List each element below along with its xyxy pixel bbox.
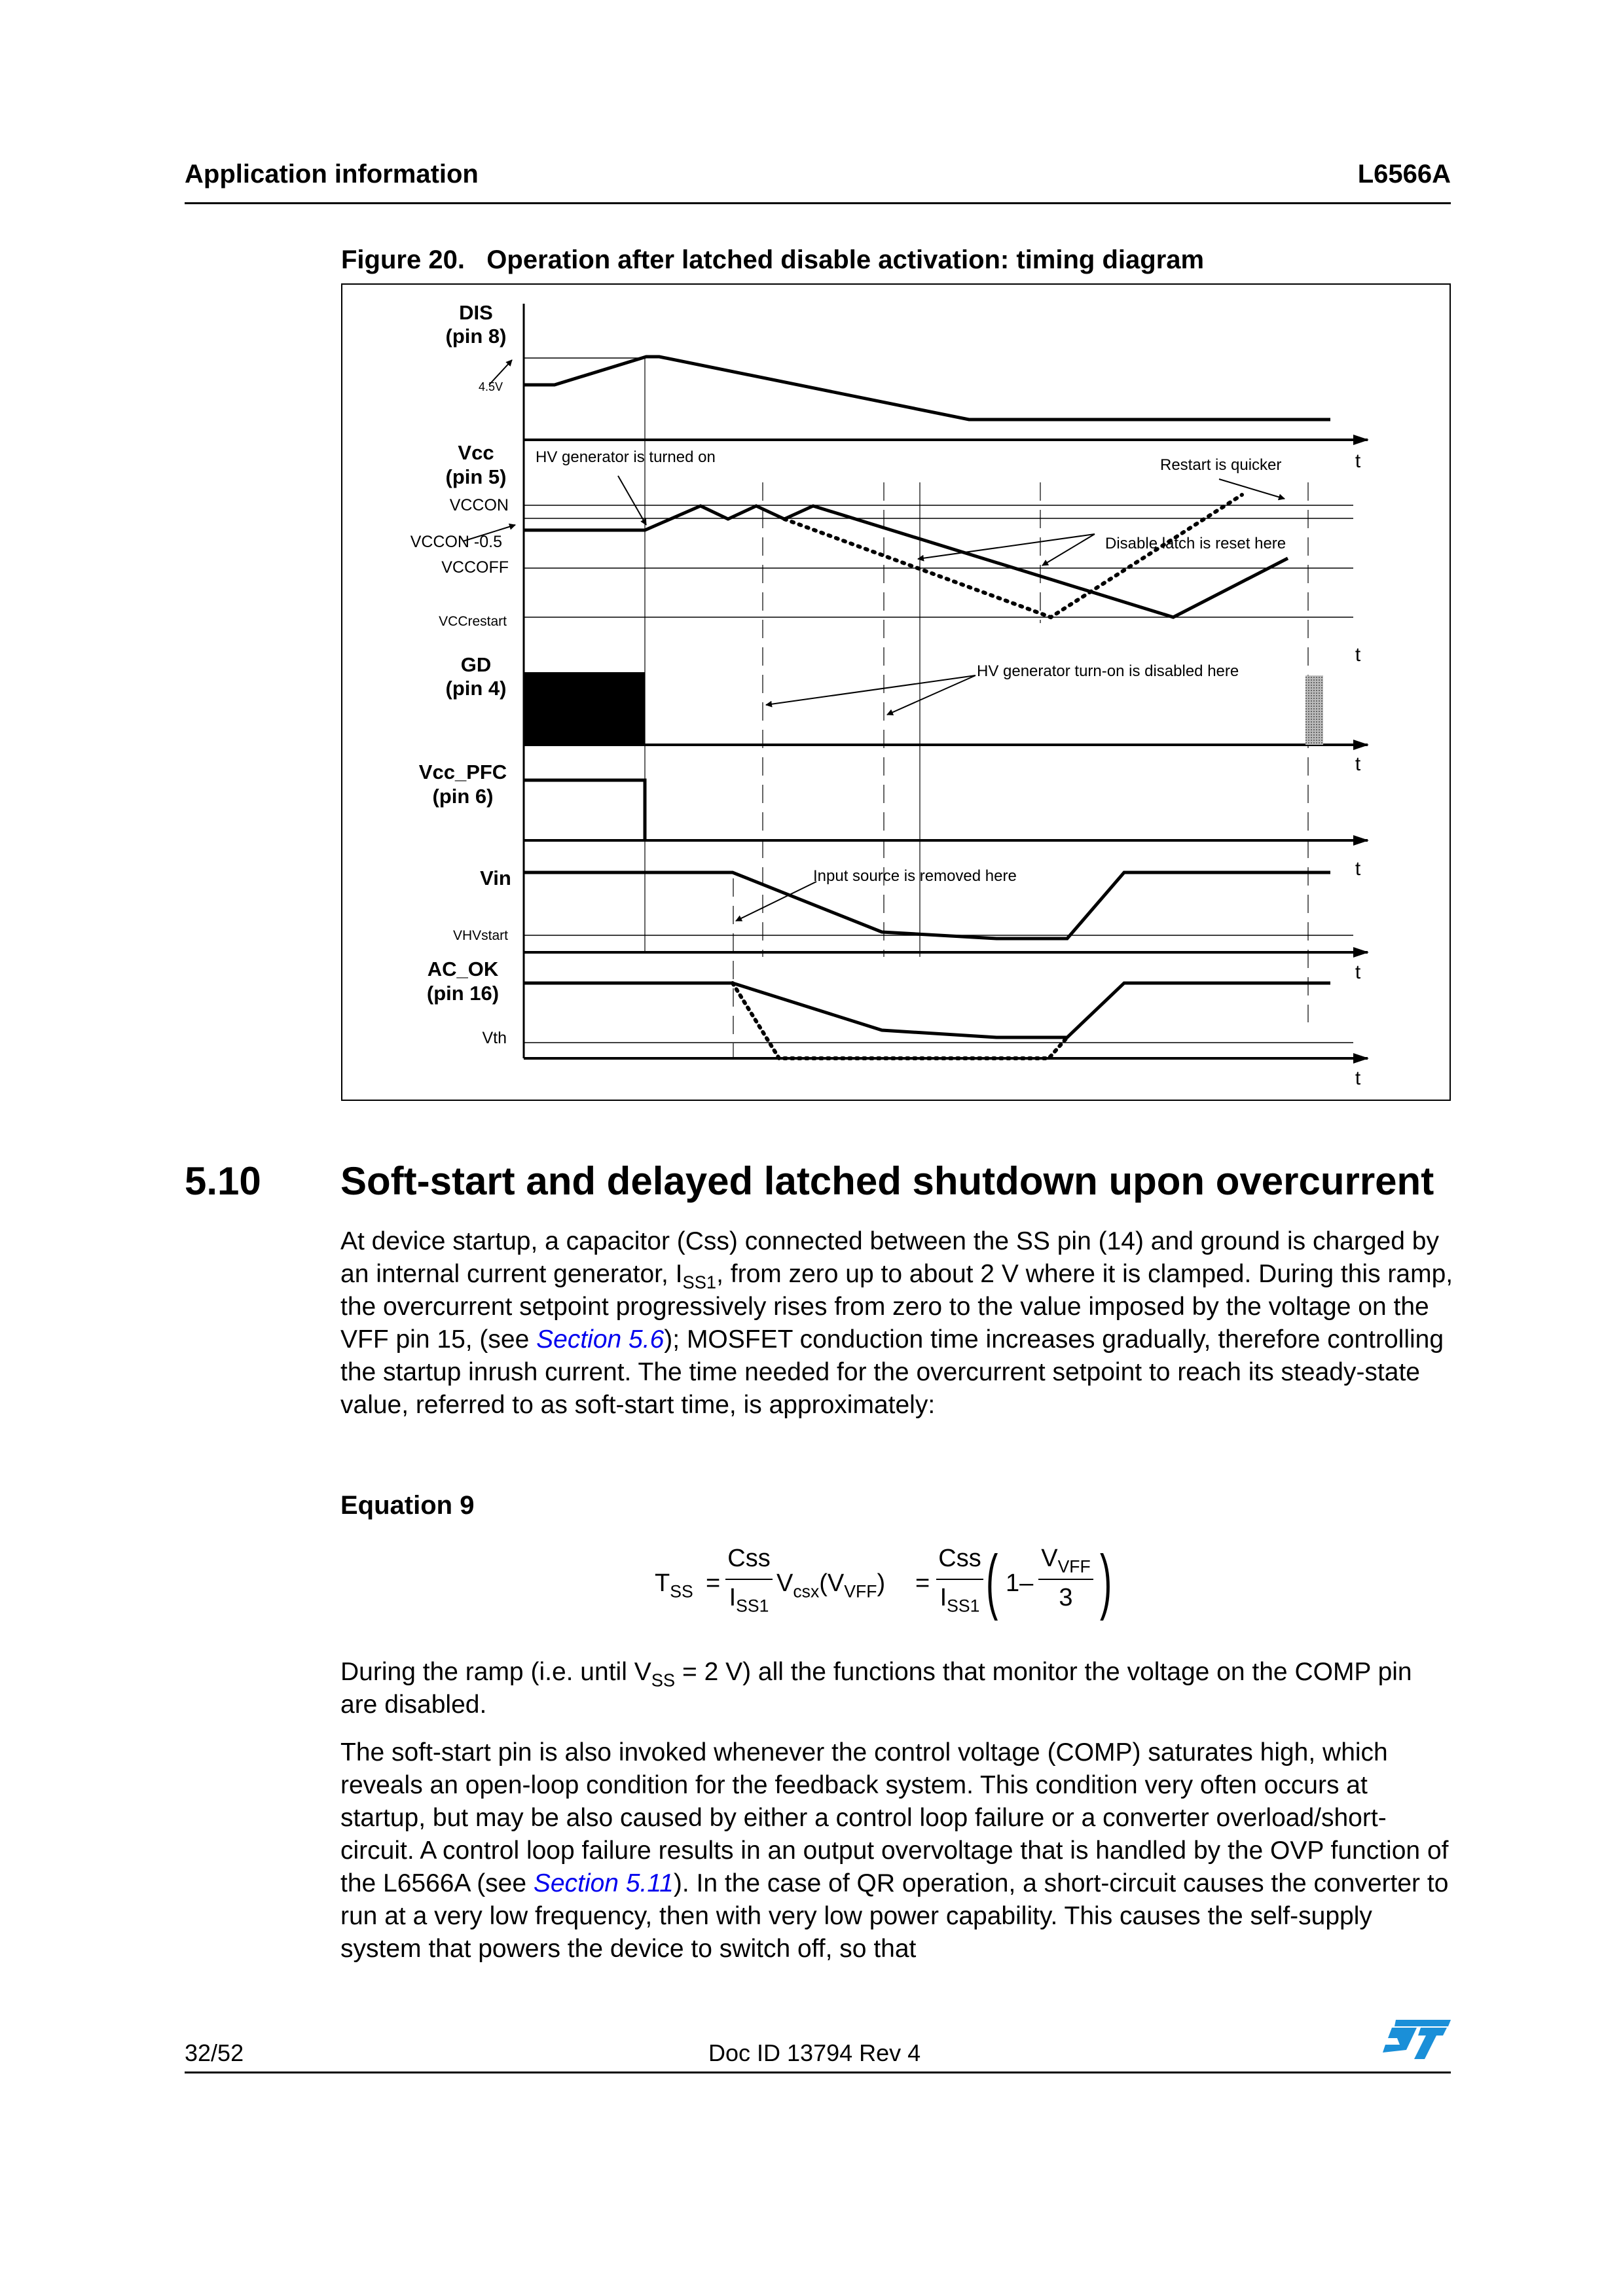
arrow-latch-reset-2 [1042, 534, 1095, 565]
vcc-pin-label: (pin 5) [445, 465, 507, 488]
eq-vcsx-sub: csx [793, 1581, 820, 1602]
annotation-restart-quicker: Restart is quicker [1160, 456, 1282, 474]
figure-caption: Figure 20. Operation after latched disable activation: timing diagram [341, 245, 1205, 274]
dis-label: DIS [459, 301, 493, 324]
vin-label: Vin [480, 867, 511, 889]
vhvstart-label: VHVstart [452, 928, 508, 943]
header-rule [185, 202, 1451, 204]
timing-diagram [341, 283, 1451, 1101]
link-section-5-11[interactable]: Section 5.11 [533, 1869, 674, 1897]
running-header-part: L6566A [1357, 160, 1451, 188]
vcc-pfc-pin-label: (pin 6) [432, 785, 494, 808]
annotation-latch-reset: Disable latch is reset here [1105, 535, 1286, 552]
eq-lhs: T [655, 1570, 670, 1597]
acok-pin-label: (pin 16) [426, 982, 500, 1005]
acok-waveform-fast [733, 983, 1067, 1058]
st-logo-icon [1383, 2018, 1451, 2060]
eq-frac1-num: Css [727, 1545, 771, 1572]
vcc-label: Vcc [458, 441, 494, 464]
gd-restart-block [1305, 675, 1323, 745]
annotation-hv-disabled: HV generator turn-on is disabled here [977, 662, 1239, 680]
eq-arg-sub: VFF [844, 1581, 877, 1602]
paragraph-1 [340, 1225, 1453, 1422]
vcc-pfc-label: Vcc_PFC [418, 761, 507, 783]
acok-waveform [524, 983, 1330, 1037]
acok-label: AC_OK [427, 958, 499, 980]
vcc-waveform-quick-restart [784, 495, 1242, 617]
footer-rule [185, 2072, 1451, 2073]
t-label-acok: t [1355, 1067, 1361, 1089]
st-logo-svg [1383, 2018, 1451, 2060]
vcc-pfc-waveform [524, 780, 645, 840]
vccon-label: VCCON [449, 496, 509, 514]
vccoff-label: VCCOFF [441, 558, 509, 577]
eq-frac1-den-sub: SS1 [736, 1596, 769, 1616]
eq-lhs-sub: SS [670, 1581, 693, 1602]
annotation-hv-on: HV generator is turned on [536, 448, 716, 466]
eq-inner-num: V [1041, 1545, 1058, 1572]
gd-switching-block [524, 672, 645, 745]
eq-inner-num-sub: VFF [1057, 1556, 1091, 1577]
eq-arg-close: ) [877, 1570, 886, 1597]
vth-label: Vth [482, 1029, 507, 1047]
t-label-vccpfc: t [1355, 858, 1361, 880]
t-label-gd: t [1355, 753, 1361, 775]
time-axes [524, 440, 1368, 1058]
equation-9: $T_{SS}$ = Css $I_{SS1}$ $V_{csx}(V_{VFF})$ = Css $I_{SS1}$ ( 1– $V_{VFF}$ 3 ) [655, 1541, 1112, 1621]
para1-text-c: ); MOSFET conduction time increases gradually, therefore controlling the startup inrush current. The time needed for the overcurrent setpoint to reach its steady-state value, referred to as soft-start time, is approximately: [340, 1325, 1444, 1419]
equation-label: Equation 9 [340, 1491, 475, 1520]
paragraph-2 [340, 1656, 1453, 1721]
arrow-hv-on [618, 476, 646, 525]
eq-arg: (V [819, 1570, 845, 1597]
annotation-input-removed: Input source is removed here [813, 867, 1017, 885]
section-number: 5.10 [185, 1159, 261, 1203]
para1-text-a: At device startup, a capacitor (Css) connected between the SS pin (14) and ground is charged by an internal current generator, I [340, 1227, 1439, 1288]
t-label-vin: t [1355, 961, 1361, 983]
eq-frac2-den-sub: SS1 [947, 1596, 980, 1616]
vccrestart-label: VCCrestart [439, 614, 507, 629]
vccon-minus-label: VCCON -0.5 [410, 533, 502, 551]
paragraph-3 [340, 1736, 1453, 1965]
gd-label: GD [460, 653, 492, 676]
eq-inner-den: 3 [1059, 1584, 1073, 1611]
para2-sub: SS [651, 1670, 676, 1691]
arrow-hv-disabled-1 [766, 675, 976, 705]
dis-level-label: 4.5V [478, 380, 503, 393]
para2-text-a: During the ramp (i.e. until V [340, 1658, 651, 1686]
para3-text-a: The soft-start pin is also invoked whenever the control voltage (COMP) saturates high, which reveals an open-loop condition for the feedback system. This condition very often occurs at startup, but may be also caused by either a control loop failure or a converter overload/short-circuit. A control loop failure results in an output overvoltage that is handled by the OVP function of the L6566A (see [340, 1738, 1449, 1897]
doc-id: Doc ID 13794 Rev 4 [708, 2039, 921, 2066]
eq-frac1-den: I [729, 1584, 737, 1611]
page-number: 32/52 [185, 2039, 244, 2066]
para2-text-b: = 2 V) all the functions that monitor the voltage on the COMP pin are disabled. [340, 1658, 1412, 1719]
section-title: Soft-start and delayed latched shutdown upon overcurrent [340, 1159, 1434, 1203]
para1-text-b: , from zero up to about 2 V where it is clamped. During this ramp, the overcurrent setpoint progressively rises from zero to the value imposed by the voltage on the VFF pin 15, (see [340, 1260, 1453, 1354]
gd-pin-label: (pin 4) [445, 677, 507, 700]
dis-pin-label: (pin 8) [445, 325, 507, 348]
t-label-dis: t [1355, 450, 1361, 472]
eq-frac2-num: Css [938, 1545, 981, 1572]
para1-sub: SS1 [682, 1272, 717, 1293]
vcc-waveform [524, 506, 1288, 617]
eq-frac2-den: I [939, 1584, 947, 1611]
para3-text-b: ). In the case of QR operation, a short-circuit causes the converter to run at a very low frequency, then with very low power capability. This causes the self-supply system that powers the device to switch off, so that [340, 1869, 1449, 1963]
arrow-restart-quicker [1219, 479, 1285, 499]
timing-diagram-svg [342, 285, 1450, 1100]
running-header-section: Application information [185, 160, 479, 188]
eq-one-minus: 1– [1006, 1570, 1034, 1597]
eq-vcsx: V [776, 1570, 793, 1597]
link-section-5-6[interactable]: Section 5.6 [536, 1325, 665, 1354]
t-label-vcc: t [1355, 644, 1361, 666]
